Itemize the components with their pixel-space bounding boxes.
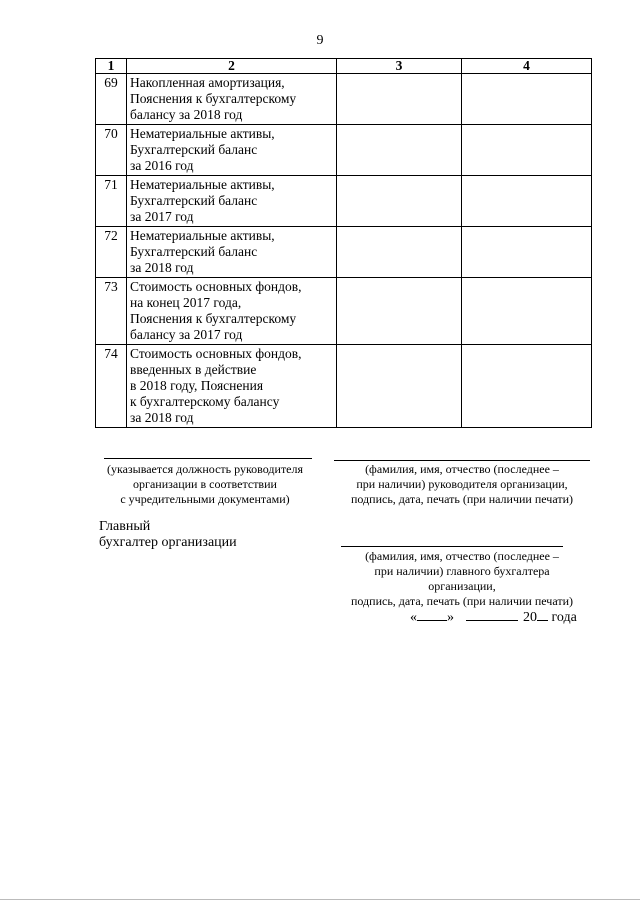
description-line: Бухгалтерский баланс [130,244,258,259]
caption-line: при наличии) главного бухгалтера [374,564,550,578]
table-row [96,176,592,227]
header-col-3: 3 [337,59,462,74]
date-field [410,609,577,626]
open-quote: « [410,610,417,625]
description-line: на конец 2017 года, [130,295,242,310]
description-line: за 2017 год [130,209,194,224]
data-table [95,58,592,428]
table-row [96,125,592,176]
cell-col-4[interactable] [462,278,592,345]
cell-col-3[interactable] [337,278,462,345]
description-line: Нематериальные активы, [130,126,275,141]
description-line: к бухгалтерскому балансу [130,394,280,409]
row-description [127,345,337,428]
description-line: Нематериальные активы, [130,177,275,192]
century-text: 20 [523,610,537,625]
label-line: Главный [99,519,151,534]
description-line: введенных в действие [130,362,257,377]
day-blank[interactable] [417,609,447,621]
row-description [127,278,337,345]
chief-accountant-signature-line[interactable] [341,546,563,547]
cell-col-3[interactable] [337,125,462,176]
description-line: за 2018 год [130,410,194,425]
description-line: за 2018 год [130,260,194,275]
description-line: за 2016 год [130,158,194,173]
header-col-2: 2 [127,59,337,74]
description-line: Нематериальные активы, [130,228,275,243]
caption-line: организации в соответствии [133,477,277,491]
description-line: Накопленная амортизация, [130,75,285,90]
head-name-caption [322,462,602,507]
row-number: 74 [96,345,127,428]
row-number: 73 [96,278,127,345]
row-number: 69 [96,74,127,125]
head-signature-line[interactable] [334,460,590,461]
caption-line: подпись, дата, печать (при наличии печати) [350,492,574,506]
cell-col-4[interactable] [462,176,592,227]
cell-col-3[interactable] [337,345,462,428]
description-line: в 2018 году, Пояснения [130,378,264,393]
page-bottom-edge [0,899,640,900]
cell-col-4[interactable] [462,74,592,125]
cell-col-4[interactable] [462,345,592,428]
caption-line: организации, [428,579,496,593]
description-line: Стоимость основных фондов, [130,279,302,294]
table-row [96,74,592,125]
head-position-line[interactable] [104,458,312,459]
description-line: Пояснения к бухгалтерскому [130,311,297,326]
caption-line: (фамилия, имя, отчество (последнее – [365,462,559,476]
cell-col-3[interactable] [337,74,462,125]
caption-line: при наличии) руководителя организации, [356,477,568,491]
table-row [96,278,592,345]
caption-line: (указывается должность руководителя [106,462,304,476]
close-quote: » [447,610,454,625]
description-line: Бухгалтерский баланс [130,142,258,157]
cell-col-3[interactable] [337,227,462,278]
row-description [127,227,337,278]
row-number: 72 [96,227,127,278]
chief-accountant-caption [322,549,602,609]
month-blank[interactable] [466,609,518,621]
cell-col-4[interactable] [462,227,592,278]
table-row [96,345,592,428]
table-row [96,227,592,278]
description-line: балансу за 2018 год [130,107,243,122]
row-number: 71 [96,176,127,227]
header-col-1: 1 [96,59,127,74]
description-line: Бухгалтерский баланс [130,193,258,208]
page-number: 9 [316,33,324,48]
row-number: 70 [96,125,127,176]
description-line: Стоимость основных фондов, [130,346,302,361]
row-description [127,176,337,227]
year-word: года [551,610,577,625]
description-line: балансу за 2017 год [130,327,243,342]
caption-line: с учредительными документами) [120,492,290,506]
description-line: Пояснения к бухгалтерскому [130,91,297,106]
head-position-caption [80,462,330,507]
label-line: бухгалтер организации [99,535,237,550]
year-blank[interactable] [537,609,548,621]
table-header-row [96,59,592,74]
row-description [127,125,337,176]
caption-line: подпись, дата, печать (при наличии печати) [350,594,574,608]
cell-col-4[interactable] [462,125,592,176]
chief-accountant-label [99,519,237,551]
caption-line: (фамилия, имя, отчество (последнее – [365,549,559,563]
row-description [127,74,337,125]
cell-col-3[interactable] [337,176,462,227]
header-col-4: 4 [462,59,592,74]
